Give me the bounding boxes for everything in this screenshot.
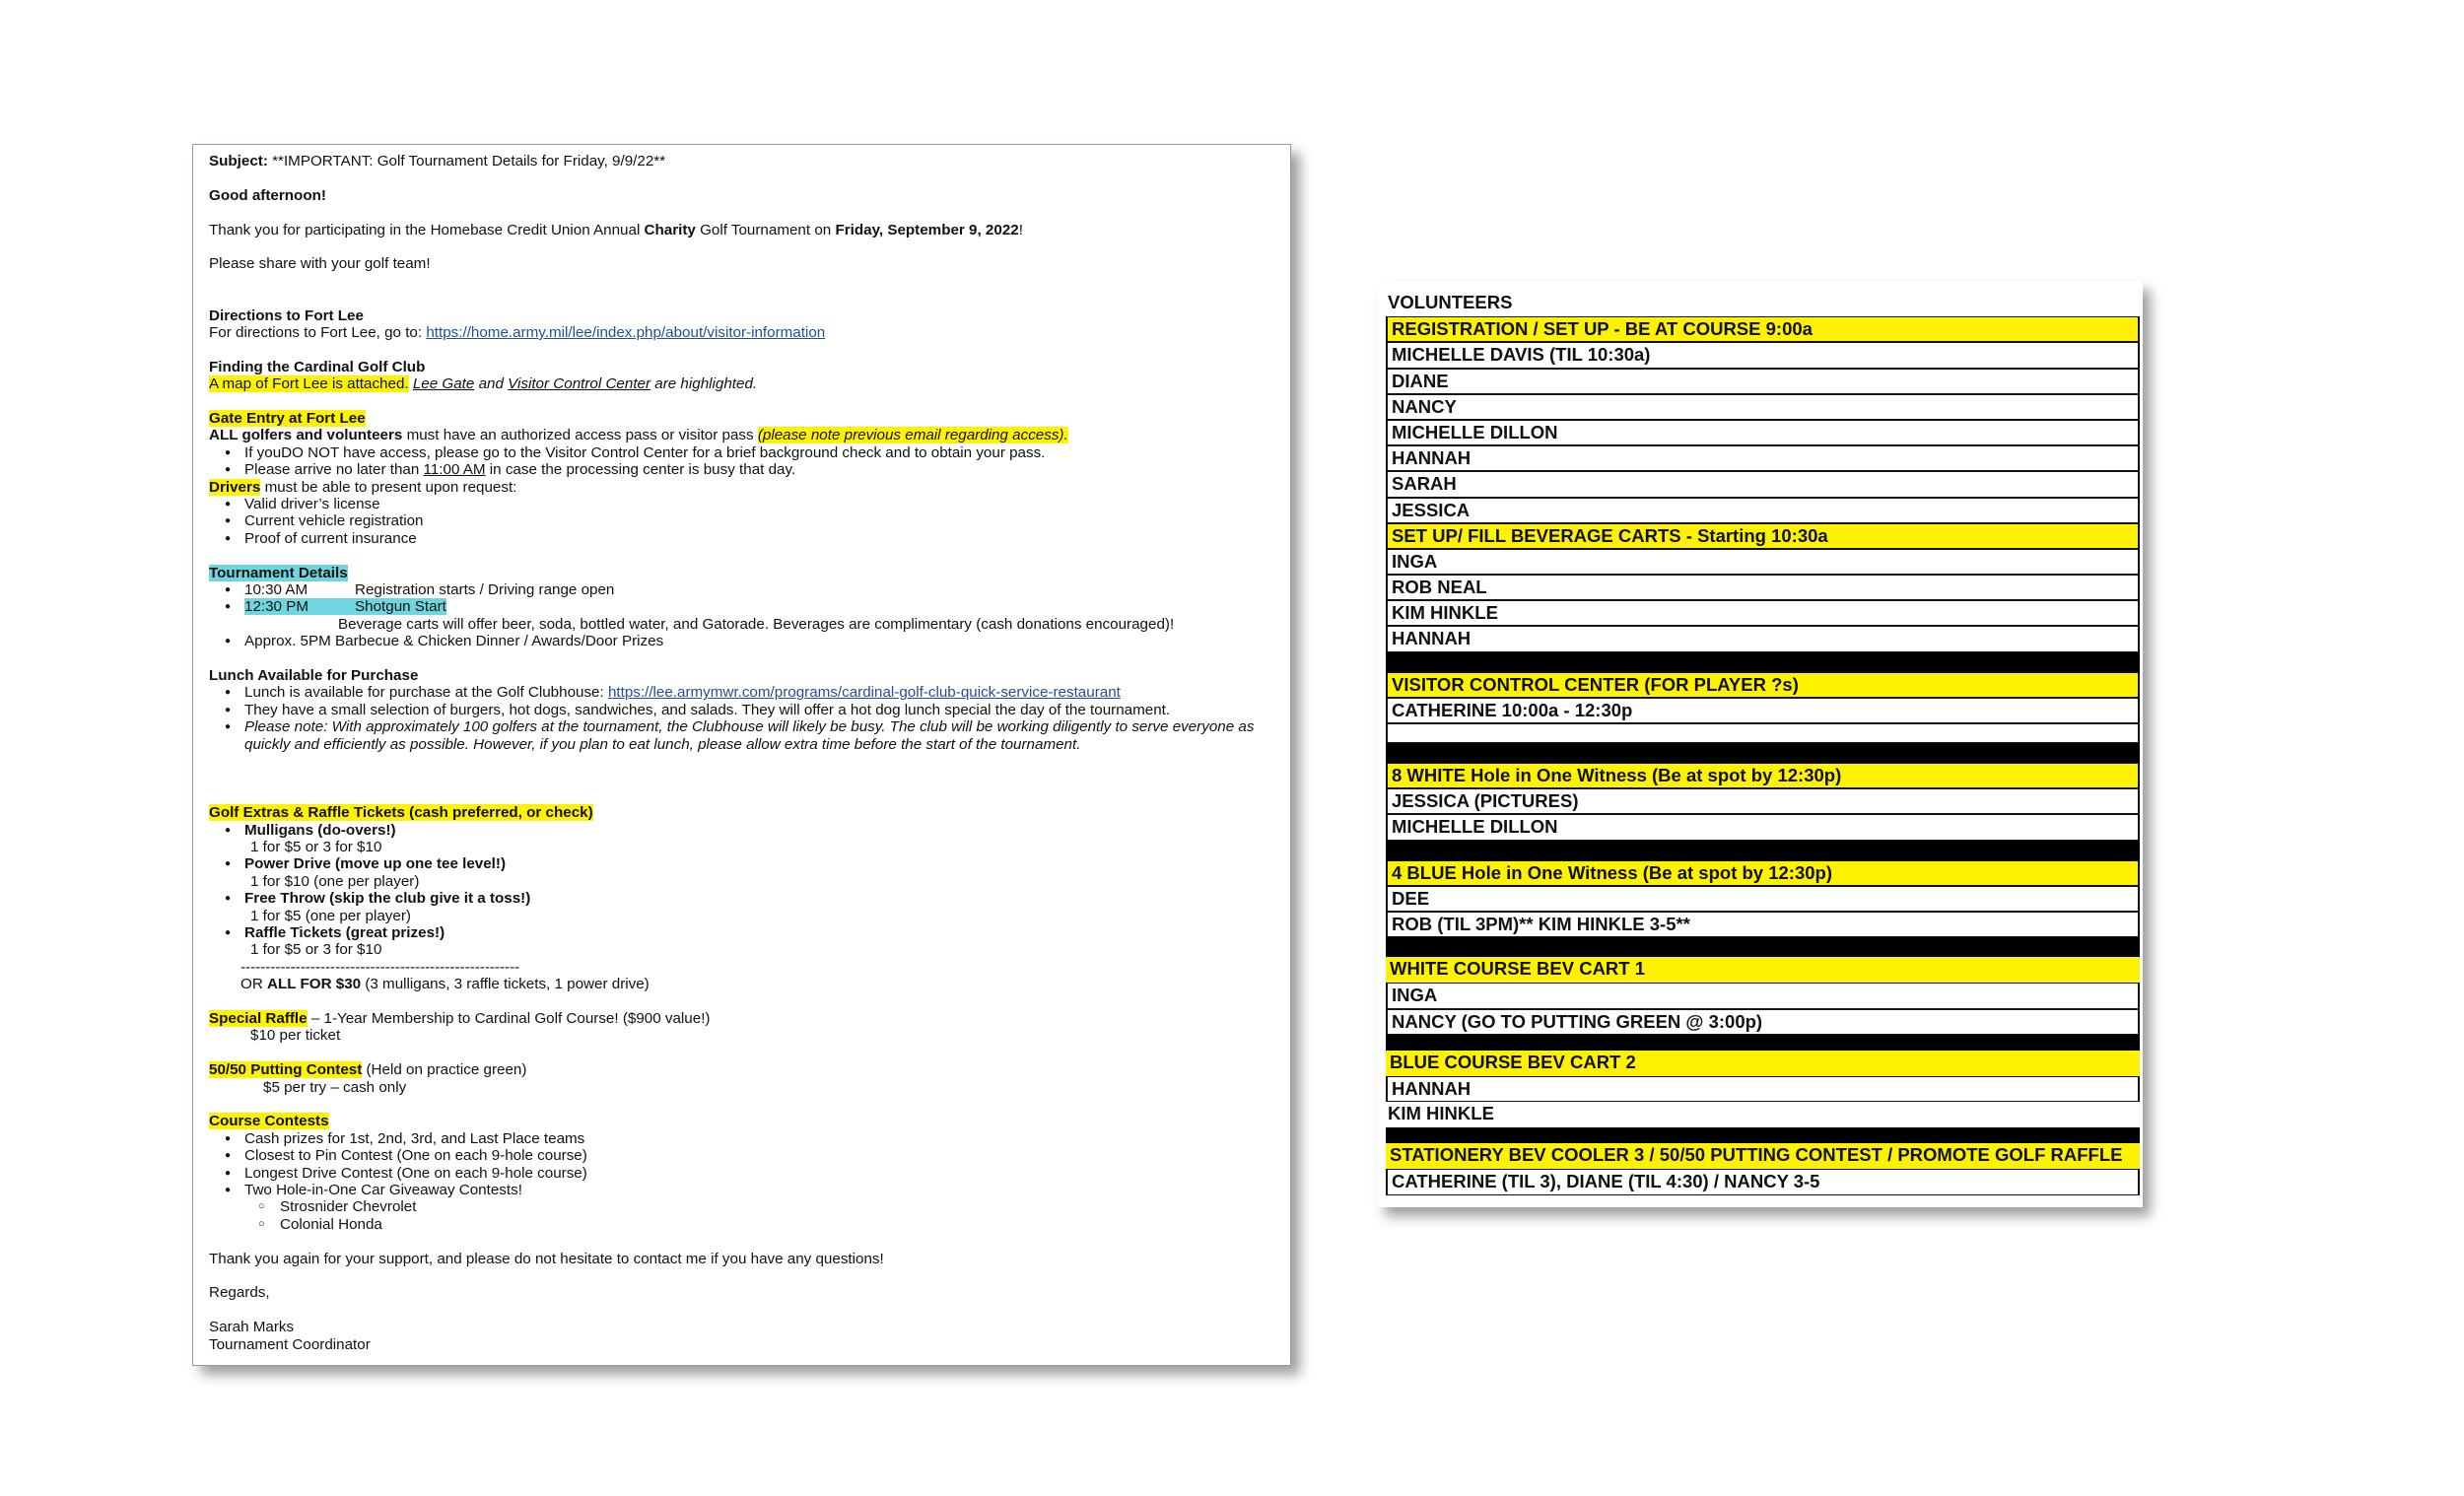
section-header: WHITE COURSE BEV CART 1 — [1386, 957, 2140, 983]
closing: Thank you again for your support, and please do not hesitate to contact me if you have any questions! — [209, 1250, 884, 1267]
extras-list — [209, 822, 1274, 839]
extras-bundle: OR ALL FOR $30 (3 mulligans, 3 raffle tickets, 1 power drive) — [240, 976, 650, 993]
beverage-note: Beverage carts will offer beer, soda, bottled water, and Gatorade. Beverages are complimentary (cash donations encouraged)! — [338, 615, 1175, 633]
finding-line: A map of Fort Lee is attached. Lee Gate and Visitor Control Center are highlighted. — [209, 375, 758, 393]
section-header: 8 WHITE Hole in One Witness (Be at spot by 12:30p) — [1386, 763, 2140, 788]
list-item: ● They have a small selection of burgers, hot dogs, sandwiches, and salads. They will offer a hot dog lunch special the day of the tournament. — [209, 702, 1274, 718]
volunteer-row: JESSICA — [1386, 498, 2140, 523]
volunteer-row: ROB (TIL 3PM)** KIM HINKLE 3-5** — [1386, 912, 2140, 937]
regards: Regards, — [209, 1284, 270, 1302]
signature-name: Sarah Marks — [209, 1319, 295, 1336]
tournament-list — [209, 581, 1274, 616]
drivers-line: Drivers must be able to present upon request: — [209, 478, 517, 496]
gate-list — [209, 444, 1274, 479]
volunteer-row: DIANE — [1386, 369, 2140, 394]
volunteer-row: CATHERINE 10:00a - 12:30p — [1386, 698, 2140, 723]
list-item: ● 10:30 AM Registration starts / Driving range open — [209, 581, 1274, 598]
signature-title: Tournament Coordinator — [209, 1335, 371, 1353]
section-header: VISITOR CONTROL CENTER (FOR PLAYER ?s) — [1386, 672, 2140, 698]
section-divider — [1386, 1035, 2140, 1051]
list-item: ● Free Throw (skip the club give it a toss!) — [209, 890, 1274, 907]
section-divider — [1386, 743, 2140, 763]
volunteer-row: HANNAH — [1386, 445, 2140, 471]
lunch-heading: Lunch Available for Purchase — [209, 667, 419, 685]
list-item: ● Two Hole-in-One Car Giveaway Contests! — [209, 1182, 1274, 1198]
volunteer-row: MICHELLE DILLON — [1386, 420, 2140, 445]
directions-line: For directions to Fort Lee, go to: https://home.army.mil/lee/index.php/about/visitor-information — [209, 324, 826, 341]
section-header: BLUE COURSE BEV CART 2 — [1386, 1051, 2140, 1076]
share-line: Please share with your golf team! — [209, 255, 431, 273]
extras-heading: Golf Extras & Raffle Tickets (cash preferred, or check) — [209, 804, 593, 822]
putting-contest: 50/50 Putting Contest (Held on practice green) — [209, 1061, 527, 1079]
volunteer-row: CATHERINE (TIL 3), DIANE (TIL 4:30) / NANCY 3-5 — [1386, 1169, 2140, 1194]
subject-line: Subject: **IMPORTANT: Golf Tournament Details for Friday, 9/9/22** — [209, 153, 666, 170]
list-item: ● Lunch is available for purchase at the Golf Clubhouse: https://lee.armymwr.com/programs/cardinal-golf-club-quick-service-restaurant — [209, 684, 1274, 701]
volunteer-row: DEE — [1386, 886, 2140, 912]
list-item: ● Raffle Tickets (great prizes!) — [209, 924, 1274, 941]
tournament-heading: Tournament Details — [209, 564, 348, 581]
drivers-list — [209, 496, 1274, 547]
course-heading: Course Contests — [209, 1113, 329, 1130]
section-header: REGISTRATION / SET UP - BE AT COURSE 9:00a — [1386, 316, 2140, 342]
section-divider — [1386, 1127, 2140, 1143]
volunteer-row: INGA — [1386, 549, 2140, 575]
volunteer-row: INGA — [1386, 983, 2140, 1008]
list-item: ● Cash prizes for 1st, 2nd, 3rd, and Last Place teams — [209, 1130, 1274, 1147]
volunteer-row — [1386, 723, 2140, 743]
lunch-link[interactable]: https://lee.armymwr.com/programs/cardinal-golf-club-quick-service-restaurant — [607, 684, 1121, 702]
gate-line: ALL golfers and volunteers must have an authorized access pass or visitor pass (please note previous email regarding access). — [209, 427, 1068, 444]
lunch-list — [209, 684, 1274, 753]
volunteer-row: JESSICA (PICTURES) — [1386, 788, 2140, 814]
volunteer-row: HANNAH — [1386, 1076, 2140, 1102]
list-item: ● Current vehicle registration — [209, 512, 1274, 529]
list-item: ● Mulligans (do-overs!) — [209, 822, 1274, 839]
section-divider — [1386, 937, 2140, 957]
section-divider — [1386, 652, 2140, 672]
volunteer-row: MICHELLE DILLON — [1386, 814, 2140, 840]
volunteer-row: SARAH — [1386, 471, 2140, 497]
volunteer-row: ROB NEAL — [1386, 575, 2140, 600]
finding-heading: Finding the Cardinal Golf Club — [209, 358, 426, 375]
section-header: STATIONERY BEV COOLER 3 / 50/50 PUTTING CONTEST / PROMOTE GOLF RAFFLE — [1386, 1143, 2140, 1169]
list-item: ● Longest Drive Contest (One on each 9-hole course) — [209, 1165, 1274, 1182]
volunteer-row: NANCY — [1386, 394, 2140, 420]
list-item: ● If youDO NOT have access, please go to the Visitor Control Center for a brief background check and to obtain your pass. — [209, 444, 1274, 461]
special-raffle: Special Raffle – 1-Year Membership to Cardinal Golf Course! ($900 value!) — [209, 1009, 711, 1027]
thanks-paragraph: Thank you for participating in the Homebase Credit Union Annual Charity Golf Tournament on Friday, September 9, 2022! — [209, 221, 1023, 238]
volunteer-row: KIM HINKLE — [1386, 600, 2140, 626]
list-item: ● Power Drive (move up one tee level!) — [209, 855, 1274, 872]
volunteers-sheet — [1377, 281, 2143, 1207]
list-item: ● Please arrive no later than 11:00 AM in case the processing center is busy that day. — [209, 461, 1274, 478]
volunteer-row: MICHELLE DAVIS (TIL 10:30a) — [1386, 342, 2140, 368]
list-item: ● Valid driver’s license — [209, 496, 1274, 512]
course-sublist — [209, 1198, 1274, 1233]
directions-link[interactable]: https://home.army.mil/lee/index.php/about/visitor-information — [426, 324, 826, 341]
list-item: ○ Strosnider Chevrolet — [209, 1198, 1274, 1215]
gate-heading: Gate Entry at Fort Lee — [209, 410, 366, 427]
list-item: ● Proof of current insurance — [209, 530, 1274, 547]
email-page: Subject: **IMPORTANT: Golf Tournament Details for Friday, 9/9/22** Good afternoon! Thank you for participating in the Homebase Credit Union Annual Charity Golf Tournament on Friday, September 9, 2022! Please share with your golf team! Directions to Fort Lee For directions to Fort Lee, go to: https://home.army.mil/lee/index.php/about/visitor-information Finding the Cardinal Golf Club A map of Fort Lee is attached. Lee Gate and Visitor Control Center are highlighted. Gate Entry at Fort Lee ALL golfers and volunteers must have an authorized access pass or visitor pass (please note previous email regarding access). ● If youDO NOT have access, please go to the Visitor Control Center for a brief background check and to obtain your pass. ● Please arrive no later than 11:00 AM in case the processing center is busy that day. Drivers must be able to present upon request: ● Valid driver’s license ● Current vehicle registration ● Proof of current insurance Tournament Details ● 10:30 AM Registration starts / Driving range open ● 12:30 PM Shotgun Start Beverage carts will offer beer, soda, bottled water, and Gatorade. Beverages are complimentary (cash donations encouraged)! ● Approx. 5PM Barbecue & Chicken Dinner / Awards/Door Prizes Lunch Available for Purchase ● Lunch is available for purchase at the Golf Clubhouse: https://lee.armymwr.com/programs/cardinal-golf-club-quick-service-restaurant ● They have a small selection of burgers, hot dogs, sandwiches, and salads. They will offer a hot dog lunch special the day of the tournament. ● Please note: With approximately 100 golfers at the tournament, the Clubhouse will likely be busy. The club will be working diligently to serve everyone as quickly and efficiently as possible. However, if you plan to eat lunch, please allow extra time before the start of the tournament. Golf Extras & Raffle Tickets (cash preferred, or check) ● Mulligans (do-overs!) 1 for $5 or 3 for $10 ● Power Drive (move up one tee level!) 1 for $10 (one per player) ● Free Throw (skip the club give it a toss!) 1 for $5 (one per player) ● Raffle Tickets (great prizes!) 1 for $5 or 3 for $10 -------------------------------------------------------- OR ALL FOR $30 (3 mulligans, 3 raffle tickets, 1 power drive) Special Raffle – 1-Year Membership to Cardinal Golf Course! ($900 value!) $10 per ticket 50/50 Putting Contest (Held on practice green) $5 per try – cash only Course Contests ● Cash prizes for 1st, 2nd, 3rd, and Last Place teams ● Closest to Pin Contest (One on each 9-hole course) ● Longest Drive Contest (One on each 9-hole course) ● Two Hole-in-One Car Giveaway Contests! ○ Strosnider Chevrolet ○ Colonial Honda Thank you again for your support, and please do not hesitate to contact me if you have any questions! Regards, Sarah Marks Tournament Coordinator — [192, 144, 1291, 1366]
section-header: SET UP/ FILL BEVERAGE CARTS - Starting 10:30a — [1386, 523, 2140, 549]
greeting: Good afternoon! — [209, 186, 326, 204]
volunteers-title: VOLUNTEERS — [1388, 292, 1513, 312]
list-item: ○ Colonial Honda — [209, 1216, 1274, 1233]
list-item: ● 12:30 PM Shotgun Start — [209, 598, 1274, 615]
volunteer-row: NANCY (GO TO PUTTING GREEN @ 3:00p) — [1386, 1009, 2140, 1035]
course-list — [209, 1130, 1274, 1199]
volunteer-row: KIM HINKLE — [1388, 1103, 1494, 1124]
extras-divider: -------------------------------------------------------- — [240, 958, 520, 976]
directions-heading: Directions to Fort Lee — [209, 306, 364, 324]
volunteer-row: HANNAH — [1386, 626, 2140, 651]
list-item: ● Approx. 5PM Barbecue & Chicken Dinner / Awards/Door Prizes — [209, 633, 1274, 649]
section-header: 4 BLUE Hole in One Witness (Be at spot by 12:30p) — [1386, 860, 2140, 886]
list-item: ● Closest to Pin Contest (One on each 9-hole course) — [209, 1147, 1274, 1164]
section-divider — [1386, 841, 2140, 860]
list-item: ● Please note: With approximately 100 golfers at the tournament, the Clubhouse will likely be busy. The club will be working diligently to serve everyone as quickly and efficiently as possible. However, if you plan to eat lunch, please allow extra time before the start of the tournament. — [209, 718, 1274, 753]
